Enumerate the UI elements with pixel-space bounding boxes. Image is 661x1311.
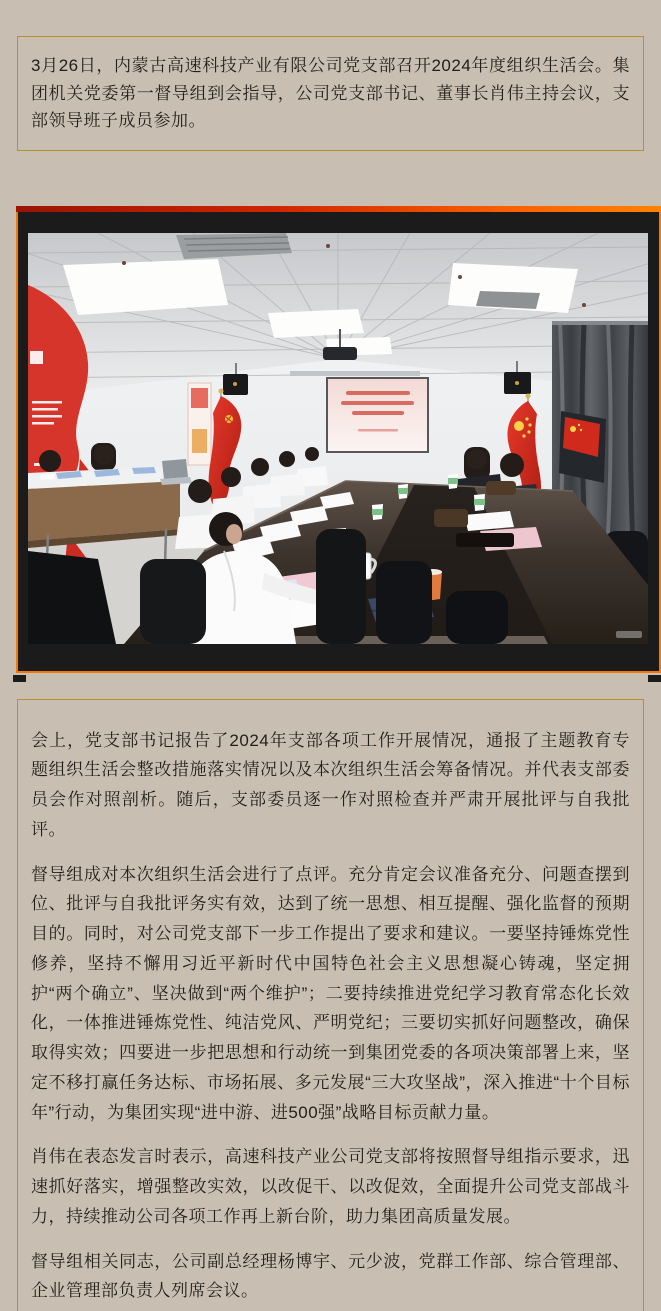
photo-watermark xyxy=(616,631,642,638)
meeting-room-photo[interactable] xyxy=(28,233,648,644)
flag-display-panel xyxy=(559,411,606,483)
frame-body xyxy=(16,212,661,673)
intro-text: 3月26日，内蒙古高速科技产业有限公司党支部召开2024年度组织生活会。集团机关党委第一督导组到会指导，公司党支部书记、董事长肖伟主持会议，支部领导班子成员参加。 xyxy=(31,56,630,131)
photo-frame xyxy=(16,206,661,673)
body-paragraph-2: 督导组成对本次组织生活会进行了点评。充分肯定会议准备充分、问题查摆到位、批评与自我批评务实有效，达到了统一思想、相互提醒、强化监督的预期目的。同时，对公司党支部下一步工作提出了要求和建议。一要坚持锤炼党性修养，坚持不懈用习近平新时代中国特色社会主义思想凝心铸魂，坚定拥护“两个确立”、坚决做到“两个维护”；二要持续推进党纪学习教育常态化长效化，一体推进锤炼党性、纯洁党风、严明党纪；三要切实抓好问题整改，确保取得实效；四要进一步把思想和行动统一到集团党委的各项决策部署上来，坚定不移打赢任务达标、市场拓展、多元发展“三大攻坚战”，深入推进“十个目标年”行动，为集团实现“进中游、进500强”战略目标贡献力量。 xyxy=(31,864,630,1122)
intro-box xyxy=(17,36,644,151)
article-body-box xyxy=(17,699,644,1311)
frame-tab-left xyxy=(13,675,26,682)
body-paragraph-4: 督导组相关同志，公司副总经理杨博宇、元少波，党群工作部、综合管理部、企业管理部负责人列席会议。 xyxy=(31,1251,630,1301)
body-paragraph-3: 肖伟在表态发言时表示，高速科技产业公司党支部将按照督导组指示要求，迅速抓好落实，增强整改实效，以改促干、以改促效，全面提升公司党支部战斗力，持续推动公司各项工作再上新台阶，助力集团高质量发展。 xyxy=(31,1147,630,1226)
frame-tab-right xyxy=(648,675,661,682)
body-paragraph-1: 会上，党支部书记报告了2024年支部各项工作开展情况，通报了主题教育专题组织生活会整改措施落实情况以及本次组织生活会筹备情况。并代表支部委员会作对照剖析。随后，支部委员逐一作对照检查并严肃开展批评与自我批评。 xyxy=(31,730,630,839)
frame-corner-tabs xyxy=(13,675,661,682)
